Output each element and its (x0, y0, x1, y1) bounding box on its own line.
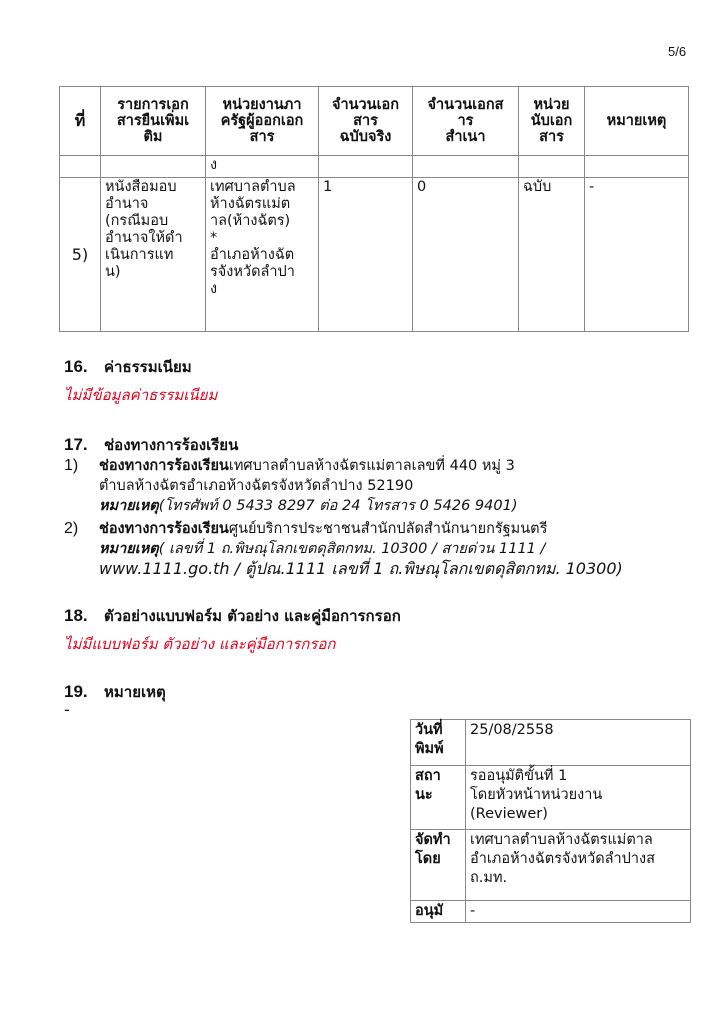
row-copy-count: 0 (413, 178, 519, 332)
channel-contact: ( เลขที่ 1 ถ.พิษณุโลกเขตดุสิตกทม. 10300 / สายด่วน 1111 / (158, 541, 546, 557)
channel-address: เทศบาลตำบลห้างฉัตรแม่ตาลเลขที่ 440 หมู่ 3 (228, 458, 515, 474)
section-number: 18. (64, 606, 88, 625)
info-key: อนุมั (411, 901, 466, 923)
table-row-continued (60, 156, 689, 178)
header-original-count: จำนวนเอก สาร ฉบับจริง (319, 87, 413, 156)
document-table (59, 86, 689, 332)
info-key: จัดทำ โดย (411, 830, 466, 901)
row-original-count: 1 (319, 178, 413, 332)
row-remark: - (585, 178, 689, 332)
info-table (410, 719, 691, 923)
section-title: ค่าธรรมเนียม (104, 358, 192, 376)
fee-note: ไม่มีข้อมูลค่าธรรมเนียม (64, 386, 218, 404)
info-value: - (466, 901, 691, 923)
channel-address-line2: ตำบลห้างฉัตรอำเภอห้างฉัตรจังหวัดลำปาง 52190 (99, 478, 414, 494)
info-value: รออนุมัติขั้นที่ 1 โดยหัวหน้าหน่วยงาน (Reviewer) (466, 766, 691, 830)
header-no: ที่ (60, 87, 101, 156)
header-agency: หน่วยงานภา ครัฐผู้ออกเอก สาร (206, 87, 319, 156)
info-key: สถา นะ (411, 766, 466, 830)
channel-address: ศูนย์บริการประชาชนสำนักปลัดสำนักนายกรัฐมนตรี (228, 521, 548, 537)
channel-label: ช่องทางการร้องเรียน (99, 521, 229, 537)
row-agency: เทศบาลตำบล ห้างฉัตรแม่ต าล(ห้างฉัตร) * อำเภอห้างฉัต รจังหวัดลำปา ง (206, 178, 319, 332)
note-label: หมายเหตุ (99, 498, 159, 514)
channel-label: ช่องทางการร้องเรียน (99, 458, 229, 474)
row-number: 5) (60, 178, 101, 332)
info-row-approval (411, 901, 691, 923)
page-number: 5/6 (668, 44, 687, 59)
channel-contact: (โทรศัพท์ 0 5433 8297 ต่อ 24 โทรสาร 0 5426 9401) (158, 498, 518, 514)
section-17-heading (64, 433, 238, 457)
complaint-channel-2 (64, 519, 684, 579)
item-index: 2) (64, 520, 79, 537)
table-row (60, 178, 689, 332)
channel-contact-line2: www.1111.go.th / ตู้ปณ.1111 เลขที่ 1 ถ.พิษณุโลกเขตดุสิตกทม. 10300) (99, 559, 623, 578)
header-copy-count: จำนวนเอกส าร สำเนา (413, 87, 519, 156)
row-unit: ฉบับ (519, 178, 585, 332)
note-label: หมายเหตุ (99, 541, 159, 557)
info-row-status (411, 766, 691, 830)
info-value: 25/08/2558 (466, 720, 691, 766)
section-title: หมายเหตุ (104, 683, 166, 701)
info-key: วันที่ พิมพ์ (411, 720, 466, 766)
section-19-heading (64, 680, 166, 704)
section-16-heading (64, 355, 192, 379)
remark-value: - (64, 700, 70, 719)
section-number: 17. (64, 435, 88, 454)
header-remark: หมายเหตุ (585, 87, 689, 156)
info-value: เทศบาลตำบลห้างฉัตรแม่ตาล อำเภอห้างฉัตรจังหวัดลำปางส ถ.มท. (466, 830, 691, 901)
item-index: 1) (64, 457, 79, 474)
section-number: 16. (64, 357, 88, 376)
complaint-channel-1 (64, 456, 684, 516)
header-unit: หน่วย นับเอก สาร (519, 87, 585, 156)
section-title: ช่องทางการร้องเรียน (104, 436, 239, 454)
form-note: ไม่มีแบบฟอร์ม ตัวอย่าง และคู่มือการกรอก (64, 635, 336, 653)
table-header-row (60, 87, 689, 156)
agency-tail: ง (206, 156, 319, 178)
header-document: รายการเอก สารยืนเพิ่มเ ติม (101, 87, 206, 156)
info-row-print-date (411, 720, 691, 766)
section-18-heading (64, 604, 401, 628)
row-document: หนังสือมอบ อำนาจ (กรณีมอบ อำนาจให้ดำ เนินการแท น) (101, 178, 206, 332)
info-row-prepared-by (411, 830, 691, 901)
section-number: 19. (64, 682, 88, 701)
section-title: ตัวอย่างแบบฟอร์ม ตัวอย่าง และคู่มือการกรอก (104, 607, 401, 625)
